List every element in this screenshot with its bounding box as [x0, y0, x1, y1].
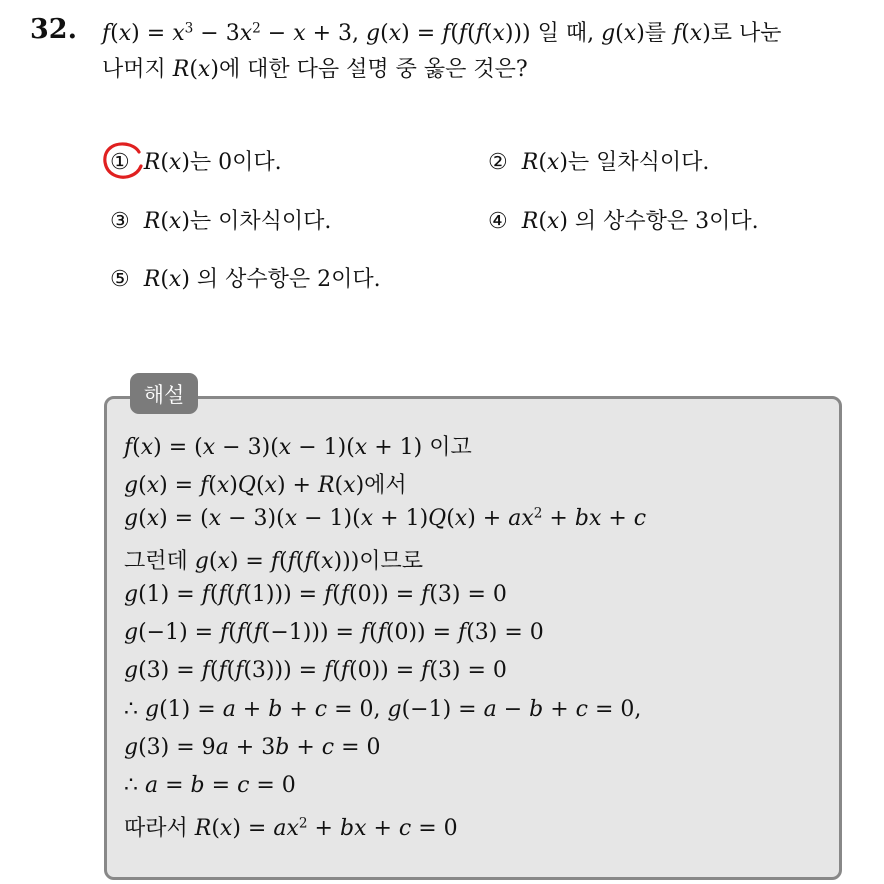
text-run: + 3,: [305, 21, 367, 46]
math-variable: x: [118, 21, 132, 46]
math-variable: g: [124, 620, 139, 645]
math-variable: x: [216, 473, 230, 498]
text-run: ∴: [124, 697, 145, 722]
text-run: = 0,: [327, 697, 388, 722]
math-variable: f: [475, 21, 484, 46]
math-variable: f: [673, 21, 682, 46]
math-variable: x: [168, 150, 182, 175]
text-run: ): [355, 473, 365, 498]
math-variable: ax: [508, 506, 534, 531]
math-variable: f: [218, 658, 227, 683]
math-variable: f: [458, 620, 467, 645]
math-variable: g: [145, 697, 160, 722]
text-run: ): [559, 209, 568, 234]
text-run: +: [542, 506, 575, 531]
math-variable: a: [145, 773, 159, 798]
text-run: (: [138, 506, 147, 531]
text-run: ): [181, 150, 190, 175]
text-run: 는 일차식이다.: [567, 150, 710, 175]
text-run: (: [211, 816, 220, 841]
text-run: (: [160, 267, 169, 292]
text-run: − 1)(: [297, 506, 361, 531]
text-run: (: [208, 473, 217, 498]
text-run: 이고: [422, 435, 472, 460]
choice-3[interactable]: [110, 204, 331, 235]
math-variable: x: [219, 816, 233, 841]
choice-4-number: ④: [488, 209, 508, 234]
text-run: (3) = 9: [138, 735, 216, 760]
text-run: = 0: [411, 816, 458, 841]
text-run: + 3: [228, 735, 276, 760]
text-run: 그런데: [124, 549, 195, 574]
solution-line-6: [124, 620, 544, 645]
math-variable: bx: [339, 816, 367, 841]
text-run: (−1) =: [401, 697, 484, 722]
choice-4-text: [522, 209, 759, 234]
text-run: −: [260, 21, 294, 46]
solution-line-5: [124, 582, 507, 607]
math-variable: c: [237, 773, 250, 798]
text-run: (: [189, 57, 198, 82]
question-text-line-1: [102, 16, 782, 47]
math-variable: R: [194, 816, 212, 841]
math-variable: x: [360, 506, 374, 531]
math-variable: f: [324, 582, 333, 607]
choice-1-number: ①: [110, 150, 130, 175]
text-run: (: [110, 21, 119, 46]
text-run: 이므로: [359, 549, 424, 574]
math-variable: g: [124, 506, 139, 531]
math-variable: bx: [574, 506, 602, 531]
text-run: (: [160, 150, 169, 175]
superscript: 2: [252, 20, 261, 37]
math-variable: a: [222, 697, 236, 722]
text-run: (: [208, 549, 218, 574]
text-run: (0)) =: [349, 658, 422, 683]
math-variable: g: [387, 697, 402, 722]
math-variable: g: [124, 735, 139, 760]
math-variable: x: [146, 473, 160, 498]
text-run: ) =: [232, 816, 274, 841]
text-run: =: [204, 773, 238, 798]
text-run: +: [282, 697, 315, 722]
math-variable: f: [235, 582, 244, 607]
text-run: (: [332, 582, 341, 607]
text-run: (: [226, 582, 236, 607]
math-variable: f: [421, 658, 430, 683]
math-variable: x: [689, 21, 703, 46]
math-variable: x: [388, 21, 402, 46]
text-run: ) =: [131, 21, 173, 46]
text-run: (3) =: [138, 658, 202, 683]
math-variable: x: [146, 506, 160, 531]
choice-1-text: [144, 150, 282, 175]
math-variable: f: [304, 549, 313, 574]
text-run: (0)) =: [349, 582, 422, 607]
text-run: (: [138, 473, 147, 498]
solution-line-2: [124, 468, 407, 499]
text-run: 로 나눈: [710, 21, 782, 46]
solution-line-8: [124, 697, 641, 722]
math-variable: x: [217, 549, 230, 574]
text-run: ) =: [401, 21, 443, 46]
text-run: 는 0이다.: [189, 150, 282, 175]
choice-3-number: ③: [110, 209, 130, 234]
math-variable: f: [377, 620, 386, 645]
text-run: 따라서: [124, 816, 195, 841]
text-run: + 1): [373, 506, 429, 531]
math-variable: f: [124, 435, 133, 460]
math-variable: f: [287, 549, 296, 574]
math-variable: x: [354, 435, 368, 460]
text-run: (: [226, 658, 236, 683]
math-variable: f: [236, 620, 246, 645]
math-variable: c: [575, 697, 588, 722]
math-variable: a: [215, 735, 229, 760]
text-run: 나머지: [102, 57, 173, 82]
text-run: = 0,: [588, 697, 642, 722]
text-run: + 1): [367, 435, 423, 460]
text-run: (1) =: [138, 582, 202, 607]
math-variable: a: [483, 697, 497, 722]
math-variable: g: [601, 21, 616, 46]
math-variable: R: [521, 150, 539, 175]
math-variable: Q: [428, 506, 447, 531]
text-run: (−1) =: [138, 620, 221, 645]
text-run: ) +: [276, 473, 318, 498]
text-run: ) =: [229, 549, 271, 574]
text-run: (−1))) =: [261, 620, 361, 645]
question-number: 32.: [30, 14, 77, 45]
math-variable: x: [197, 57, 211, 82]
text-run: ): [636, 21, 645, 46]
choice-2-number: ②: [488, 150, 508, 175]
text-run: (3) = 0: [429, 658, 507, 683]
text-run: − 3)(: [215, 435, 279, 460]
math-variable: g: [194, 549, 209, 574]
choice-5[interactable]: [110, 262, 381, 293]
text-run: ∴: [124, 773, 145, 798]
math-variable: f: [218, 582, 227, 607]
text-run: +: [366, 816, 399, 841]
text-run: = 0: [249, 773, 296, 798]
math-variable: c: [633, 506, 647, 531]
text-run: +: [543, 697, 576, 722]
text-run: =: [158, 773, 191, 798]
text-run: ) = (: [153, 435, 203, 460]
math-variable: x: [208, 506, 222, 531]
text-run: ))): [333, 549, 360, 574]
math-variable: R: [172, 57, 190, 82]
solution-line-4: [124, 544, 423, 575]
math-variable: x: [202, 435, 216, 460]
math-variable: f: [360, 620, 370, 645]
math-variable: x: [623, 21, 637, 46]
text-run: 에 대한 다음 설명 중 옳은 것은?: [218, 57, 528, 82]
math-variable: g: [366, 21, 381, 46]
text-run: ): [181, 209, 190, 234]
text-run: (: [380, 21, 389, 46]
solution-line-3: [124, 506, 646, 531]
math-variable: ax: [273, 816, 299, 841]
choice-3-text: [144, 209, 332, 234]
text-run: (: [255, 473, 265, 498]
math-variable: x: [168, 209, 182, 234]
math-variable: x: [278, 435, 292, 460]
text-run: (1) =: [159, 697, 223, 722]
math-variable: x: [546, 209, 560, 234]
math-variable: R: [143, 267, 161, 292]
math-variable: g: [124, 473, 139, 498]
text-run: (: [132, 435, 141, 460]
math-variable: f: [324, 658, 333, 683]
math-variable: f: [220, 620, 229, 645]
math-variable: f: [102, 21, 111, 46]
text-run: (: [245, 620, 254, 645]
math-variable: x: [321, 549, 334, 574]
math-variable: x: [140, 435, 154, 460]
text-run: +: [235, 697, 269, 722]
math-variable: x: [492, 21, 505, 46]
text-run: (: [450, 21, 459, 46]
math-variable: f: [253, 620, 262, 645]
text-run: +: [307, 816, 340, 841]
text-run: (3) = 0: [466, 620, 544, 645]
text-run: (0)) =: [385, 620, 459, 645]
text-run: 일 때,: [530, 21, 602, 46]
math-variable: f: [270, 549, 280, 574]
text-run: (: [446, 506, 455, 531]
text-run: (1))) =: [243, 582, 325, 607]
math-variable: c: [314, 697, 328, 722]
text-run: (: [279, 549, 288, 574]
text-run: − 3)(: [221, 506, 285, 531]
text-run: (: [312, 549, 322, 574]
math-variable: f: [235, 658, 244, 683]
solution-line-7: [124, 658, 507, 683]
math-variable: x: [264, 473, 277, 498]
solution-tag: 해설: [130, 373, 198, 414]
solution-line-1: [124, 430, 472, 461]
math-variable: f: [340, 582, 349, 607]
text-run: ) = (: [159, 506, 209, 531]
solution-line-9: [124, 735, 381, 760]
text-run: ) +: [467, 506, 509, 531]
text-run: ): [559, 150, 568, 175]
math-variable: f: [458, 21, 468, 46]
choice-2-text: [522, 150, 710, 175]
math-variable: Q: [237, 473, 256, 498]
text-run: ): [229, 473, 238, 498]
math-variable: b: [268, 697, 283, 722]
math-variable: x: [172, 21, 185, 46]
math-variable: g: [124, 582, 139, 607]
math-variable: x: [284, 506, 298, 531]
superscript: 2: [533, 505, 543, 522]
text-run: (: [369, 620, 378, 645]
text-run: (: [160, 209, 169, 234]
math-variable: f: [201, 582, 210, 607]
text-run: ) =: [159, 473, 201, 498]
choice-2[interactable]: [488, 145, 709, 176]
choice-4[interactable]: [488, 204, 759, 235]
math-variable: f: [421, 582, 430, 607]
math-variable: x: [168, 267, 182, 292]
math-variable: x: [293, 21, 306, 46]
text-run: ): [181, 267, 190, 292]
question-text-line-2: [102, 52, 528, 83]
math-variable: x: [546, 150, 560, 175]
math-variable: f: [340, 658, 349, 683]
superscript: 3: [184, 20, 194, 37]
math-variable: b: [529, 697, 544, 722]
text-run: ))): [504, 21, 531, 46]
math-variable: x: [454, 506, 468, 531]
math-variable: f: [442, 21, 451, 46]
math-variable: c: [398, 816, 412, 841]
text-run: ): [702, 21, 711, 46]
text-run: (: [295, 549, 305, 574]
superscript: 2: [298, 815, 308, 832]
text-run: (: [538, 209, 547, 234]
text-run: (: [209, 658, 219, 683]
solution-line-11: [124, 811, 458, 842]
math-variable: g: [124, 658, 139, 683]
choice-5-text: [144, 267, 381, 292]
math-variable: c: [321, 735, 335, 760]
text-run: 의 상수항은 2이다.: [189, 267, 381, 292]
choice-1[interactable]: [110, 145, 282, 176]
text-run: (3))) =: [243, 658, 325, 683]
math-variable: R: [143, 209, 161, 234]
text-run: − 1)(: [291, 435, 355, 460]
text-run: 를: [644, 21, 674, 46]
text-run: (: [228, 620, 237, 645]
text-run: (: [209, 582, 219, 607]
math-variable: b: [190, 773, 205, 798]
text-run: (: [538, 150, 547, 175]
text-run: −: [496, 697, 530, 722]
text-run: 에서: [364, 473, 407, 498]
text-run: (: [467, 21, 476, 46]
math-variable: x: [239, 21, 253, 46]
text-run: (3) = 0: [429, 582, 507, 607]
text-run: +: [601, 506, 634, 531]
math-variable: f: [200, 473, 209, 498]
math-variable: f: [201, 658, 210, 683]
text-run: (: [334, 473, 344, 498]
math-variable: R: [143, 150, 161, 175]
text-run: (: [483, 21, 493, 46]
text-run: (: [681, 21, 690, 46]
text-run: 의 상수항은 3이다.: [567, 209, 759, 234]
text-run: 는 이차식이다.: [189, 209, 332, 234]
text-run: − 3: [193, 21, 240, 46]
text-run: (: [615, 21, 624, 46]
math-variable: R: [317, 473, 335, 498]
math-variable: b: [275, 735, 290, 760]
choice-5-number: ⑤: [110, 267, 130, 292]
math-variable: R: [521, 209, 539, 234]
text-run: +: [289, 735, 322, 760]
math-variable: x: [343, 473, 356, 498]
text-run: (: [332, 658, 341, 683]
text-run: = 0: [334, 735, 381, 760]
solution-line-10: [124, 773, 296, 798]
text-run: ): [210, 57, 219, 82]
